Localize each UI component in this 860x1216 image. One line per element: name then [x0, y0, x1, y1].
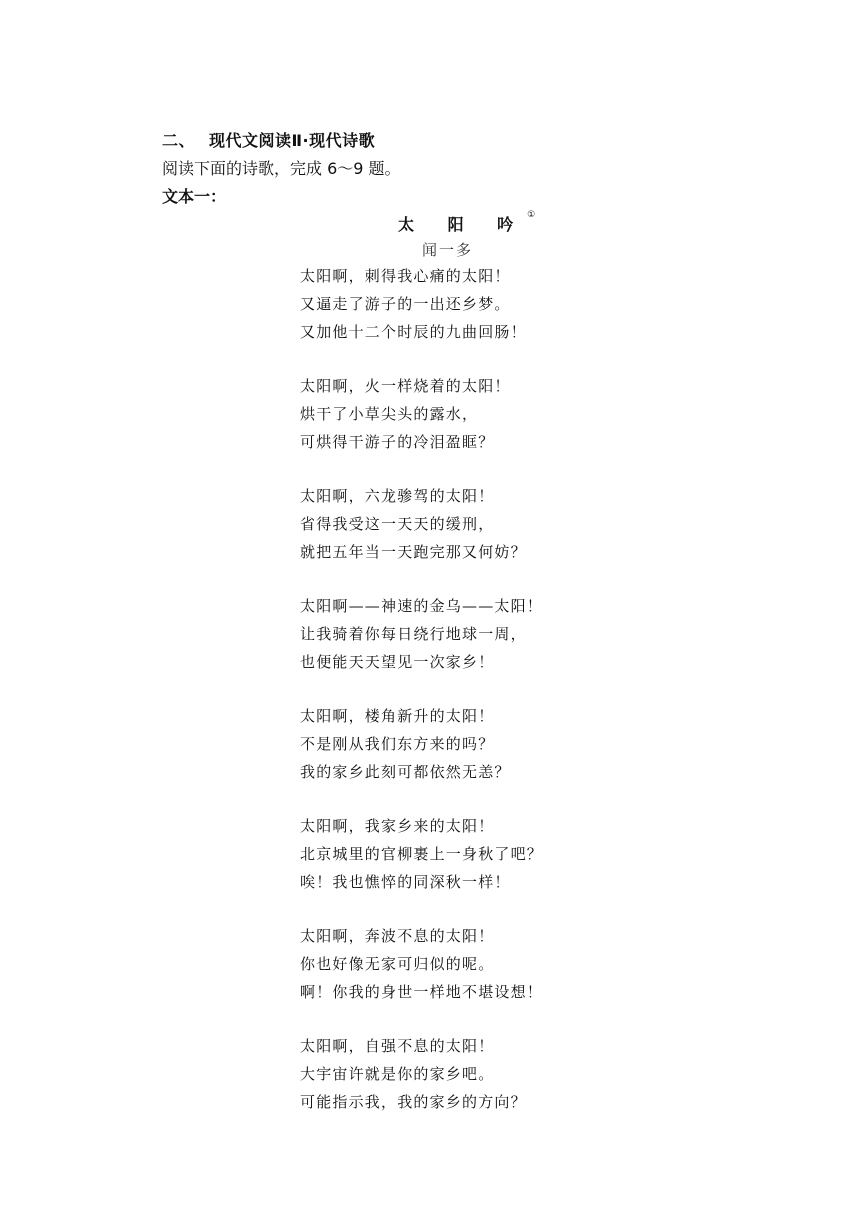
poem-line: 大宇宙许就是你的家乡吧。: [300, 1065, 495, 1083]
poem-line: 就把五年当一天跑完那又何妨？: [300, 543, 527, 561]
poem-line: 省得我受这一天天的缓刑，: [300, 515, 495, 533]
poem-line: 太阳啊，自强不息的太阳！: [300, 1037, 495, 1055]
poem-line: 太阳啊，火一样烧着的太阳！: [300, 377, 511, 395]
poem-stanza: [300, 812, 620, 896]
poem-line: 又加他十二个时辰的九曲回肠！: [300, 323, 527, 341]
poem-stanza: [300, 1032, 620, 1116]
poem-line: 太阳啊，奔波不息的太阳！: [300, 927, 495, 945]
poem-line: 太阳啊，我家乡来的太阳！: [300, 817, 495, 835]
reading-instruction: 阅读下面的诗歌，完成 6～9 题。: [162, 159, 401, 178]
poem-line: 太阳啊，楼角新升的太阳！: [300, 707, 495, 725]
poem-line: 太阳啊——神速的金乌——太阳！: [300, 597, 544, 615]
poem-body: [300, 262, 620, 1142]
poem-line: 太阳啊，六龙骖驾的太阳！: [300, 487, 495, 505]
poem-stanza: [300, 702, 620, 786]
poem-stanza: [300, 372, 620, 456]
footnote-marker: ①: [527, 210, 536, 220]
poem-author: 闻一多: [422, 241, 474, 259]
poem-line: 烘干了小草尖头的露水，: [300, 405, 479, 423]
poem-line: 我的家乡此刻可都依然无恙？: [300, 763, 511, 781]
poem-line: 也便能天天望见一次家乡！: [300, 653, 495, 671]
poem-line: 让我骑着你每日绕行地球一周，: [300, 625, 527, 643]
poem-line: 北京城里的官柳裹上一身秋了吧？: [300, 845, 544, 863]
section-title: 现代文阅读Ⅱ·现代诗歌: [209, 131, 376, 150]
text-label: 文本一：: [162, 187, 227, 206]
poem-line: 不是刚从我们东方来的吗？: [300, 735, 495, 753]
poem-line: 你也好像无家可归似的呢。: [300, 955, 495, 973]
poem-line: 可烘得干游子的冷泪盈眶？: [300, 433, 495, 451]
poem-line: 可能指示我，我的家乡的方向？: [300, 1093, 527, 1111]
section-heading: [162, 128, 375, 151]
section-number: 二、: [162, 131, 196, 150]
poem-title-text: 太 阳 吟: [398, 215, 528, 234]
poem-stanza: [300, 922, 620, 1006]
poem-stanza: [300, 262, 620, 346]
poem-stanza: [300, 482, 620, 566]
poem-line: 唉！我也憔悴的同深秋一样！: [300, 873, 511, 891]
poem-title: [398, 212, 535, 235]
poem-stanza: [300, 592, 620, 676]
poem-line: 啊！你我的身世一样地不堪设想！: [300, 983, 544, 1001]
poem-line: 又逼走了游子的一出还乡梦。: [300, 295, 511, 313]
poem-line: 太阳啊，刺得我心痛的太阳！: [300, 267, 511, 285]
